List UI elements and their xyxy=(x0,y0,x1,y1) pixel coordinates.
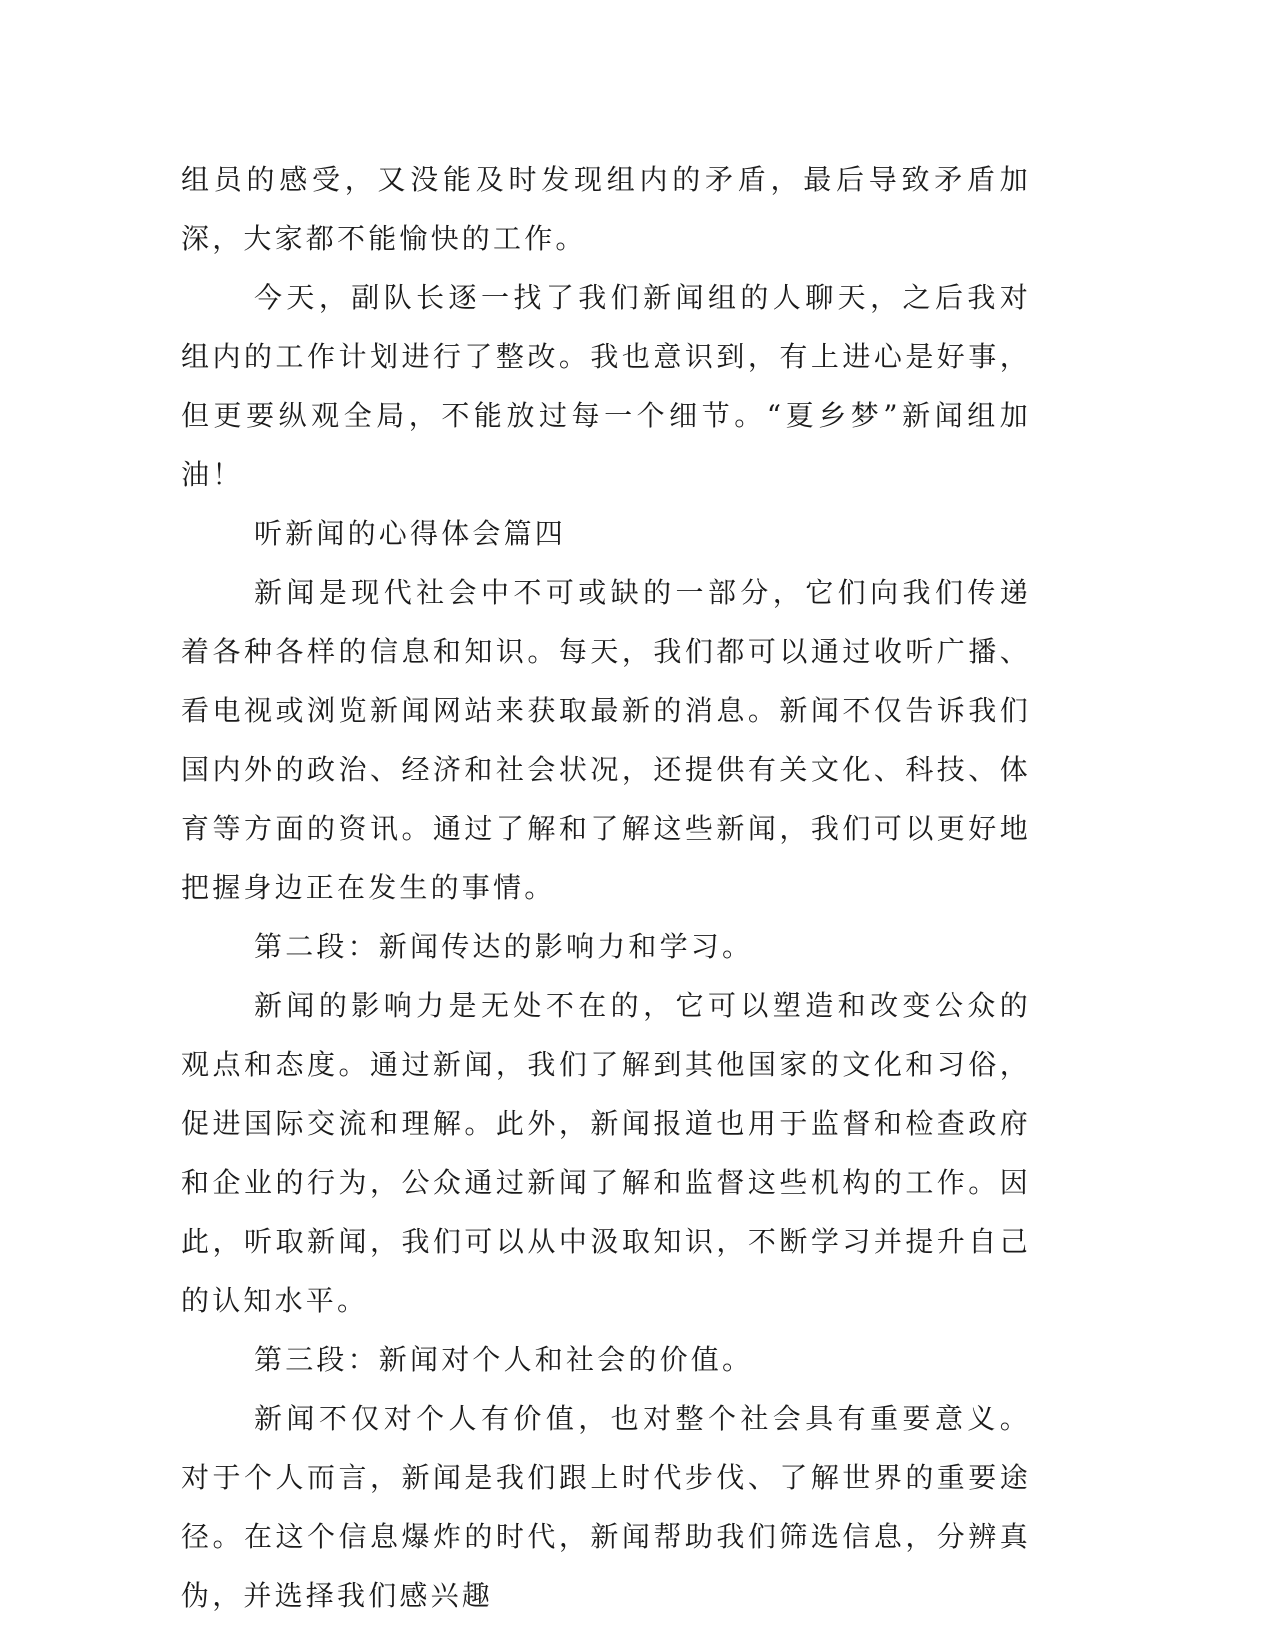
paragraph-news-value: 新闻不仅对个人有价值，也对整个社会具有重要意义。对于个人而言，新闻是我们跟上时代步伐、了解世界的重要途径。在这个信息爆炸的时代，新闻帮助我们筛选信息，分辨真伪，并选择我们感兴趣 xyxy=(181,1402,1031,1612)
paragraph-news-influence: 新闻的影响力是无处不在的，它可以塑造和改变公众的观点和态度。通过新闻，我们了解到其他国家的文化和习俗，促进国际交流和理解。此外，新闻报道也用于监督和检查政府和企业的行为，公众通过新闻了解和监督这些机构的工作。因此，听取新闻，我们可以从中汲取知识，不断学习并提升自己的认知水平。 xyxy=(181,989,1031,1317)
paragraph-news-intro: 新闻是现代社会中不可或缺的一部分，它们向我们传递着各种各样的信息和知识。每天，我们都可以通过收听广播、看电视或浏览新闻网站来获取最新的消息。新闻不仅告诉我们国内外的政治、经济和社会状况，还提供有关文化、科技、体育等方面的资讯。通过了解和了解这些新闻，我们可以更好地把握身边正在发生的事情。 xyxy=(181,576,1031,904)
subheading-section-three: 第三段：新闻对个人和社会的价值。 xyxy=(254,1343,754,1376)
document-page xyxy=(181,150,1031,1625)
section-heading: 听新闻的心得体会篇四 xyxy=(254,517,567,550)
paragraph-team-reflection: 今天，副队长逐一找了我们新闻组的人聊天，之后我对组内的工作计划进行了整改。我也意识到，有上进心是好事，但更要纵观全局，不能放过每一个细节。“夏乡梦”新闻组加油！ xyxy=(181,281,1031,491)
subheading-section-two: 第二段：新闻传达的影响力和学习。 xyxy=(254,930,754,963)
paragraph-continuation: 组员的感受，又没能及时发现组内的矛盾，最后导致矛盾加深，大家都不能愉快的工作。 xyxy=(181,163,1031,255)
